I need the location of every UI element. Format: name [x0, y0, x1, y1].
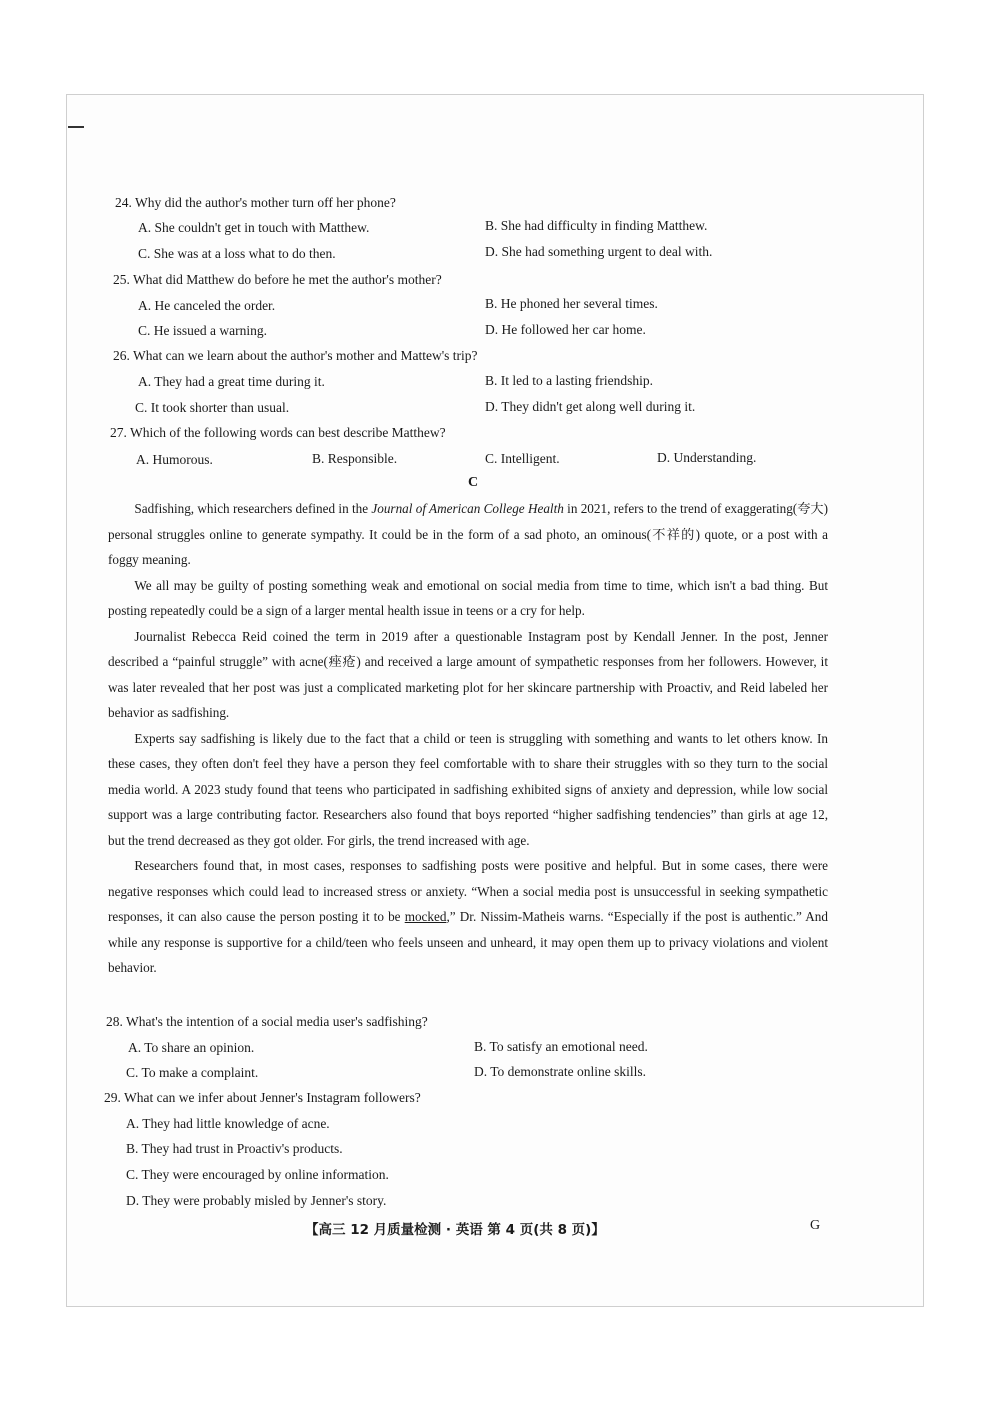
q28-option-c: C. To make a complaint. — [126, 1065, 259, 1080]
q27-option-d: D. Understanding. — [657, 450, 757, 465]
q25-option-a: A. He canceled the order. — [138, 298, 276, 313]
question-26-stem: 26. What can we learn about the author's mother and Mattew's trip? — [113, 348, 478, 363]
q27-option-a: A. Humorous. — [136, 452, 213, 467]
p1-text-b: in 2021, refers to the trend of exaggerating(夸大) personal struggles online to generate sympathy. It could be in the form of a sad photo, an ominous(不祥的) quote, or a post with a foggy meaning. — [108, 501, 828, 567]
q25-option-c: C. He issued a warning. — [138, 323, 267, 338]
q28-option-b: B. To satisfy an emotional need. — [474, 1039, 648, 1054]
question-28-stem: 28. What's the intention of a social media user's sadfishing? — [106, 1014, 428, 1029]
q29-option-d: D. They were probably misled by Jenner's story. — [126, 1193, 387, 1208]
section-label: C — [468, 475, 479, 490]
q24-option-a: A. She couldn't get in touch with Matthew. — [138, 220, 370, 235]
p5-text-b: ,” Dr. Nissim-Matheis warns. “Especially if the post is authentic.” And while any response is supportive for a child/teen who feels unseen and unheard, it may open them up to privacy violations and violent behavior. — [108, 909, 828, 975]
q29-option-a: A. They had little knowledge of acne. — [126, 1116, 330, 1131]
q26-option-d: D. They didn't get along well during it. — [485, 399, 696, 414]
q26-option-a: A. They had a great time during it. — [138, 374, 325, 389]
question-29-stem: 29. What can we infer about Jenner's Instagram followers? — [104, 1090, 421, 1105]
question-27-stem: 27. Which of the following words can best describe Matthew? — [110, 425, 446, 440]
p5-text-a: Researchers found that, in most cases, responses to sadfishing posts were positive and helpful. But in some cases, there were negative responses which could lead to increased stress or anxiety. “When a social media post is unsuccessful in seeking sympathetic responses, it can also cause the person posting it to be — [108, 858, 828, 924]
page-footer: 【高三 12 月质量检测 · 英语 第 4 页(共 8 页)】 — [305, 1222, 605, 1238]
q29-option-b: B. They had trust in Proactiv's products. — [126, 1141, 343, 1156]
passage — [108, 496, 828, 981]
q24-option-c: C. She was at a loss what to do then. — [138, 246, 336, 261]
q25-option-b: B. He phoned her several times. — [485, 296, 658, 311]
passage-paragraph-3: Journalist Rebecca Reid coined the term in 2019 after a questionable Instagram post by Kendall Jenner. In the post, Jenner described a “painful struggle” with acne(痤疮) and received a large amount of sympathetic responses from her followers. However, it was later revealed that her post was just a complicated marketing plot for her skincare partnership with Proactiv, and Reid labeled her behavior as sadfishing. — [108, 628, 828, 720]
q26-option-b: B. It led to a lasting friendship. — [485, 373, 653, 388]
question-25-stem: 25. What did Matthew do before he met the author's mother? — [113, 272, 442, 287]
q27-option-c: C. Intelligent. — [485, 451, 560, 466]
passage-paragraph-5 — [108, 853, 828, 981]
question-24-stem: 24. Why did the author's mother turn off her phone? — [115, 195, 396, 210]
q28-option-d: D. To demonstrate online skills. — [474, 1064, 647, 1079]
q28-option-a: A. To share an opinion. — [128, 1040, 255, 1055]
journal-title: Journal of American College Health — [371, 501, 564, 516]
passage-paragraph-1 — [108, 496, 828, 573]
underlined-word: mocked — [404, 909, 447, 924]
q24-option-d: D. She had something urgent to deal with. — [485, 244, 713, 259]
q26-option-c: C. It took shorter than usual. — [135, 400, 290, 415]
q25-option-d: D. He followed her car home. — [485, 322, 646, 337]
corner-mark: G — [810, 1218, 821, 1233]
p1-text-a: Sadfishing, which researchers defined in the — [134, 501, 372, 516]
passage-paragraph-2: We all may be guilty of posting something weak and emotional on social media from time to time, which isn't a bad thing. But posting repeatedly could be a sign of a larger mental health issue in teens or a cry for help. — [108, 577, 828, 618]
passage-paragraph-4: Experts say sadfishing is likely due to the fact that a child or teen is struggling with something and wants to let others know. In these cases, they often don't feel they have a person they feel comfortable with to share their struggles with so they turn to the social media world. A 2023 study found that teens who participated in sadfishing exhibited signs of anxiety and depression, while low social support was a large contributing factor. Researchers also found that boys reported “higher sadfishing tendencies” than girls at age 12, but the trend decreased as they got older. For girls, the trend increased with age. — [108, 730, 828, 848]
margin-dash — [68, 126, 84, 128]
q29-option-c: C. They were encouraged by online information. — [126, 1167, 389, 1182]
q24-option-b: B. She had difficulty in finding Matthew. — [485, 218, 708, 233]
q27-option-b: B. Responsible. — [312, 451, 398, 466]
